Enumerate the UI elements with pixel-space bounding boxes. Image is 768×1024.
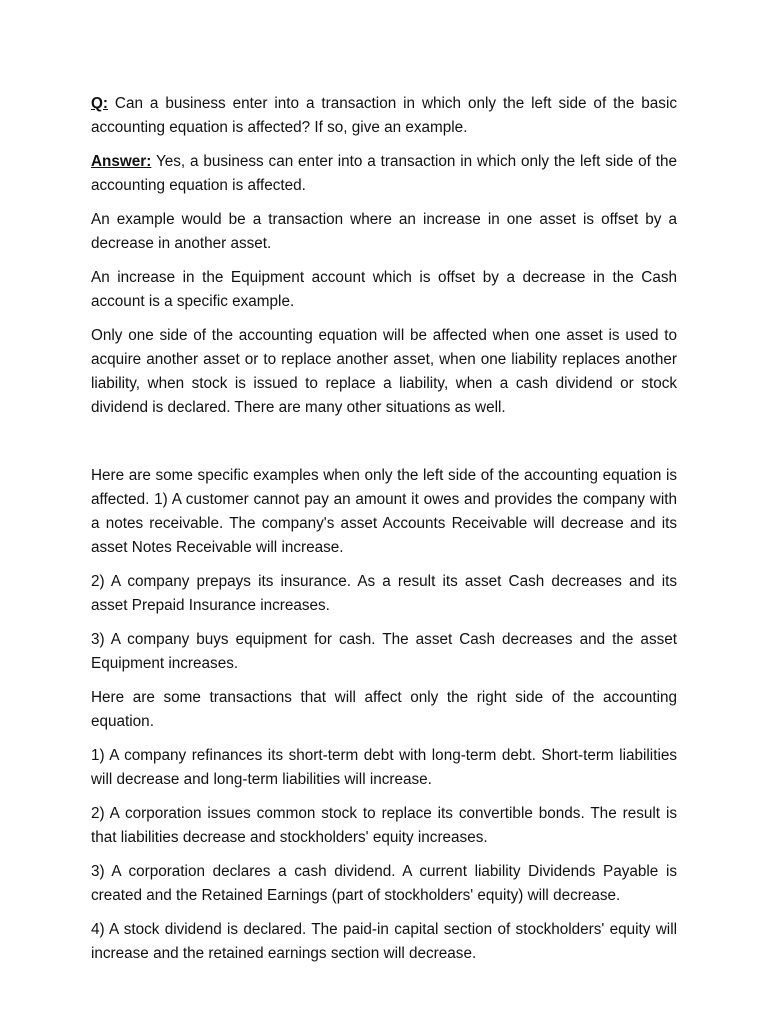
paragraph: An increase in the Equipment account which is offset by a decrease in the Cash account is a specific example. xyxy=(91,269,677,310)
paragraph: An example would be a transaction where an increase in one asset is offset by a decrease in another asset. xyxy=(91,211,677,252)
paragraph: 3) A company buys equipment for cash. The asset Cash decreases and the asset Equipment increases. xyxy=(91,631,677,672)
document-page xyxy=(91,92,677,976)
paragraph: 2) A company prepays its insurance. As a result its asset Cash decreases and its asset Prepaid Insurance increases. xyxy=(91,573,677,614)
paragraph: Here are some transactions that will affect only the right side of the accounting equation. xyxy=(91,689,677,730)
answer-paragraph xyxy=(91,150,677,198)
section-gap xyxy=(91,430,677,464)
paragraph: Here are some specific examples when only the left side of the accounting equation is affected. 1) A customer cannot pay an amount it owes and provides the company with a notes receivable. The company's asset Accounts Receivable will decrease and its asset Notes Receivable will increase. xyxy=(91,467,677,556)
question-text: Can a business enter into a transaction in which only the left side of the basic accounting equation is affected? If so, give an example. xyxy=(91,95,677,136)
paragraph: 4) A stock dividend is declared. The paid-in capital section of stockholders' equity will increase and the retained earnings section will decrease. xyxy=(91,921,677,962)
question-paragraph xyxy=(91,92,677,140)
paragraph: 2) A corporation issues common stock to replace its convertible bonds. The result is that liabilities decrease and stockholders' equity increases. xyxy=(91,805,677,846)
paragraph: Only one side of the accounting equation will be affected when one asset is used to acquire another asset or to replace another asset, when one liability replaces another liability, when stock is issued to replace a liability, when a cash dividend or stock dividend is declared. There are many other situations as well. xyxy=(91,327,677,416)
paragraph: 1) A company refinances its short-term debt with long-term debt. Short-term liabilities will decrease and long-term liabilities will increase. xyxy=(91,747,677,788)
paragraph: 3) A corporation declares a cash dividend. A current liability Dividends Payable is created and the Retained Earnings (part of stockholders' equity) will decrease. xyxy=(91,863,677,904)
answer-text: Yes, a business can enter into a transaction in which only the left side of the accounting equation is affected. xyxy=(91,153,677,194)
question-label: Q: xyxy=(91,95,108,112)
answer-label: Answer: xyxy=(91,153,152,170)
